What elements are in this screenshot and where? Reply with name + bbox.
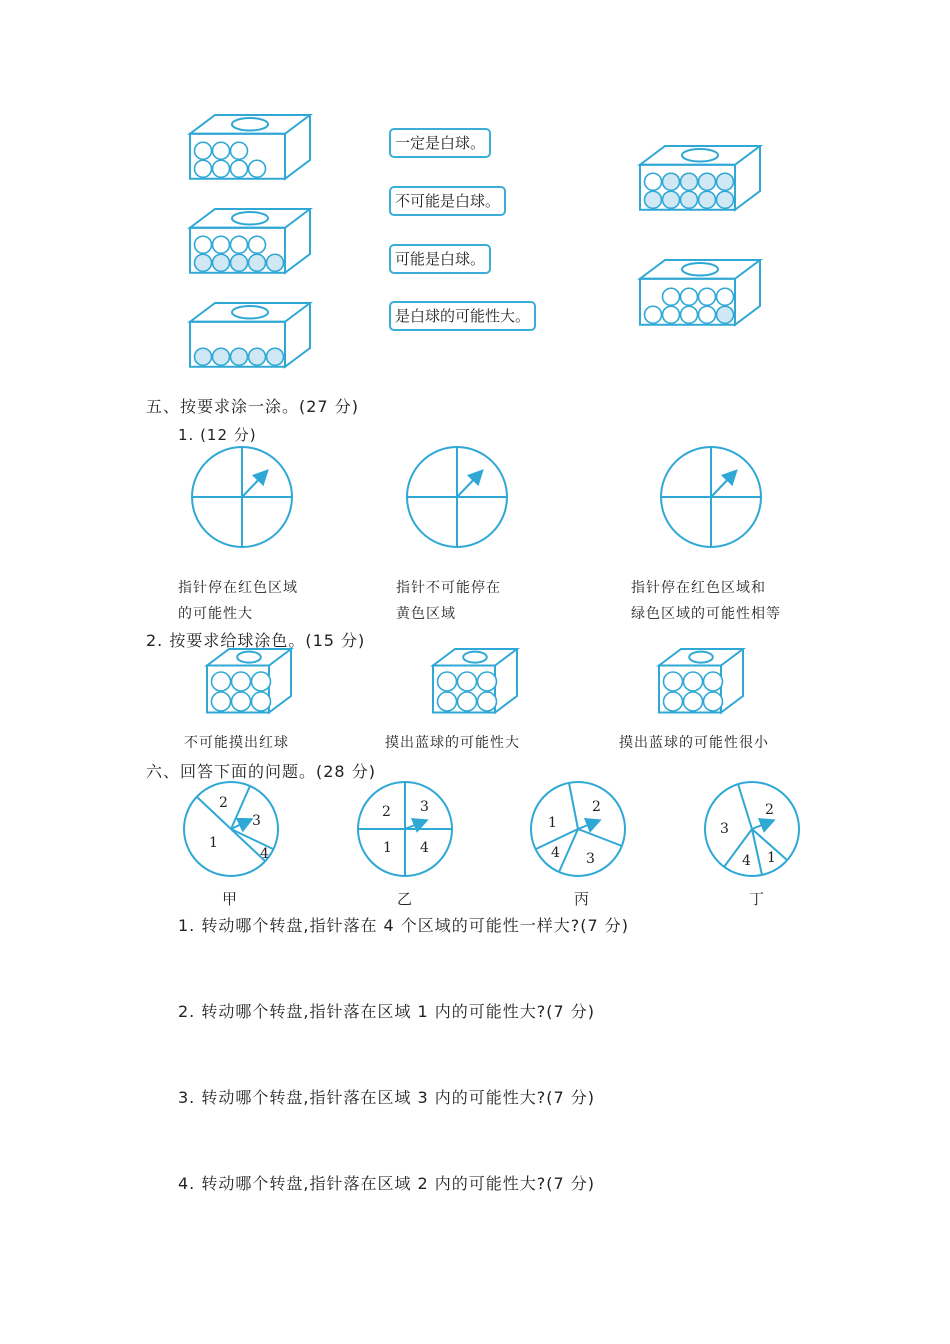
blue-ball: [681, 191, 698, 208]
dial-3: [661, 447, 761, 547]
blue-ball: [195, 254, 212, 271]
section6-title: 六、回答下面的问题。(28 分): [146, 762, 376, 781]
white-ball: [663, 288, 680, 305]
right-box-2: [640, 260, 760, 325]
blue-ball: [267, 348, 284, 365]
white-ball: [645, 173, 662, 190]
blue-ball: [663, 191, 680, 208]
white-ball: [704, 672, 723, 691]
box-caption-1: 不可能摸出红球: [184, 735, 289, 751]
svg-text:4: 4: [551, 845, 560, 861]
label-impossible-white[interactable]: 不可能是白球。: [389, 186, 506, 216]
blue-ball: [663, 173, 680, 190]
spinner-bing: [531, 782, 625, 876]
blue-ball: [717, 173, 734, 190]
question-4: 4. 转动哪个转盘,指针落在区域 2 内的可能性大?(7 分): [178, 1174, 596, 1193]
blue-ball: [699, 191, 716, 208]
white-ball: [195, 142, 212, 159]
svg-text:1: 1: [383, 840, 392, 856]
svg-text:2: 2: [219, 795, 228, 811]
paint-box-3: [659, 649, 743, 713]
dial-caption-1: 指针停在红色区域 的可能性大: [178, 580, 298, 622]
white-ball: [458, 672, 477, 691]
white-ball: [478, 672, 497, 691]
svg-text:1: 1: [767, 850, 776, 866]
paint-box-1: [207, 649, 291, 713]
dial-caption-2: 指针不可能停在 黄色区域: [396, 580, 501, 622]
label-possible-white[interactable]: 可能是白球。: [389, 244, 491, 274]
white-ball: [231, 236, 248, 253]
svg-text:1: 1: [209, 835, 218, 851]
white-ball: [645, 306, 662, 323]
blue-ball: [717, 306, 734, 323]
box-caption-3: 摸出蓝球的可能性很小: [619, 735, 769, 751]
svg-text:4: 4: [420, 840, 429, 856]
paint-box-2: [433, 649, 517, 713]
section5-q2-title: 2. 按要求给球涂色。(15 分): [146, 631, 366, 650]
label-likely-white[interactable]: 是白球的可能性大。: [389, 301, 536, 331]
white-ball: [478, 692, 497, 711]
blue-ball: [195, 348, 212, 365]
white-ball: [458, 692, 477, 711]
white-ball: [231, 160, 248, 177]
spinner-name-ding: 丁: [749, 890, 766, 908]
spinner-name-bing: 丙: [574, 890, 591, 908]
white-ball: [717, 288, 734, 305]
blue-ball: [213, 254, 230, 271]
white-ball: [664, 672, 683, 691]
spinner-jia: [184, 782, 278, 876]
left-box-3: [190, 303, 310, 367]
white-ball: [663, 306, 680, 323]
svg-text:2: 2: [765, 802, 774, 818]
blue-ball: [231, 254, 248, 271]
svg-text:3: 3: [252, 813, 261, 829]
white-ball: [681, 288, 698, 305]
white-ball: [438, 672, 457, 691]
spinner-name-jia: 甲: [222, 890, 239, 908]
blue-ball: [645, 191, 662, 208]
white-ball: [213, 236, 230, 253]
right-box-1: [640, 146, 760, 210]
white-ball: [232, 692, 251, 711]
svg-text:2: 2: [592, 799, 601, 815]
blue-ball: [249, 348, 266, 365]
white-ball: [684, 672, 703, 691]
white-ball: [681, 306, 698, 323]
spinner-ding: [705, 782, 799, 876]
white-ball: [252, 672, 271, 691]
section5-title: 五、按要求涂一涂。(27 分): [146, 397, 359, 416]
white-ball: [212, 672, 231, 691]
box-caption-2: 摸出蓝球的可能性大: [385, 735, 520, 751]
dial-caption-3: 指针停在红色区域和 绿色区域的可能性相等: [631, 580, 781, 622]
white-ball: [684, 692, 703, 711]
white-ball: [213, 160, 230, 177]
dial-1: [192, 447, 292, 547]
svg-text:4: 4: [742, 853, 751, 869]
white-ball: [249, 236, 266, 253]
svg-text:4: 4: [260, 846, 269, 862]
white-ball: [704, 692, 723, 711]
svg-text:3: 3: [586, 851, 595, 867]
blue-ball: [699, 173, 716, 190]
white-ball: [213, 142, 230, 159]
blue-ball: [231, 348, 248, 365]
white-ball: [699, 306, 716, 323]
blue-ball: [249, 254, 266, 271]
white-ball: [664, 692, 683, 711]
svg-text:3: 3: [720, 821, 729, 837]
white-ball: [195, 236, 212, 253]
white-ball: [252, 692, 271, 711]
white-ball: [699, 288, 716, 305]
spinner-yi: [358, 782, 452, 876]
svg-text:3: 3: [420, 799, 429, 815]
left-box-1: [190, 115, 310, 179]
question-3: 3. 转动哪个转盘,指针落在区域 3 内的可能性大?(7 分): [178, 1088, 596, 1107]
dial-2: [407, 447, 507, 547]
svg-text:1: 1: [548, 815, 557, 831]
spinner-name-yi: 乙: [397, 890, 414, 908]
left-box-2: [190, 209, 310, 273]
white-ball: [195, 160, 212, 177]
question-1: 1. 转动哪个转盘,指针落在 4 个区域的可能性一样大?(7 分): [178, 916, 630, 935]
blue-ball: [267, 254, 284, 271]
white-ball: [249, 160, 266, 177]
label-certain-white[interactable]: 一定是白球。: [389, 128, 491, 158]
blue-ball: [681, 173, 698, 190]
blue-ball: [213, 348, 230, 365]
question-2: 2. 转动哪个转盘,指针落在区域 1 内的可能性大?(7 分): [178, 1002, 596, 1021]
section5-q1-title: 1. (12 分): [178, 426, 257, 444]
blue-ball: [717, 191, 734, 208]
white-ball: [232, 672, 251, 691]
white-ball: [212, 692, 231, 711]
white-ball: [231, 142, 248, 159]
svg-text:2: 2: [382, 804, 391, 820]
white-ball: [438, 692, 457, 711]
